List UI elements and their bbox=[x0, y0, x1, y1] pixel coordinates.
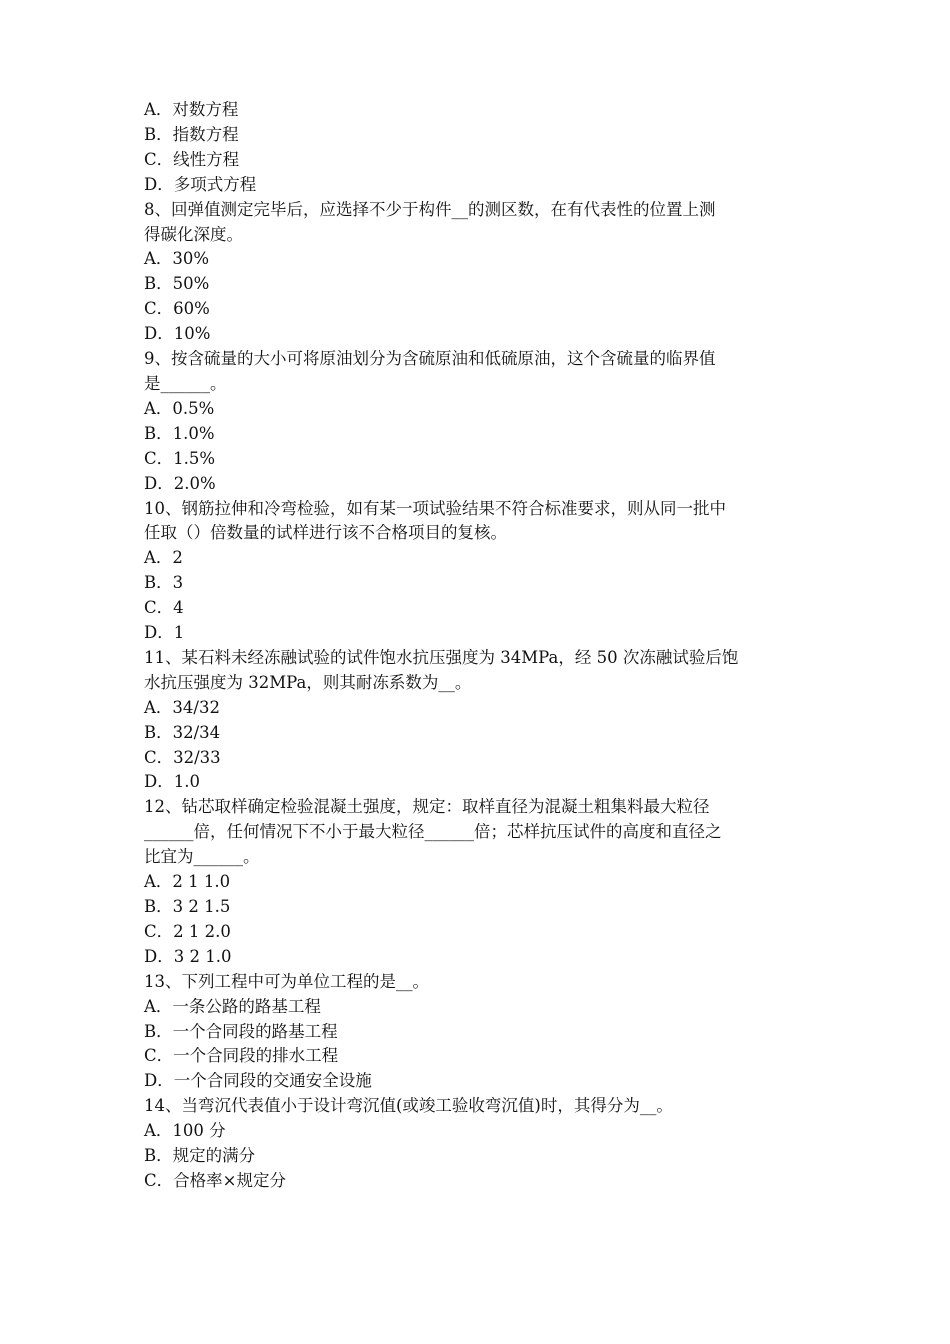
option-line: D．1 bbox=[144, 623, 185, 643]
option-line: D．10% bbox=[144, 324, 211, 344]
option-line: C．一个合同段的排水工程 bbox=[144, 1046, 339, 1066]
option-line: B．规定的满分 bbox=[144, 1146, 256, 1166]
question-8-line-2: 得碳化深度。 bbox=[144, 224, 243, 244]
option-line: A．34/32 bbox=[144, 697, 220, 717]
question-14-line-1: 14、当弯沉代表值小于设计弯沉值(或竣工验收弯沉值)时，其得分为__。 bbox=[144, 1096, 673, 1116]
option-line: B．一个合同段的路基工程 bbox=[144, 1021, 338, 1041]
option-line: A．100 分 bbox=[144, 1121, 226, 1141]
option-line: A．一条公路的路基工程 bbox=[144, 996, 321, 1016]
question-10-line-2: 任取（）倍数量的试样进行该不合格项目的复核。 bbox=[144, 523, 507, 543]
option-line: C．60% bbox=[144, 299, 210, 319]
option-line: A．30% bbox=[144, 249, 210, 269]
question-12-line-2: ______倍，任何情况下不小于最大粒径______倍；芯样抗压试件的高度和直径之 bbox=[144, 822, 722, 842]
option-line: B．指数方程 bbox=[144, 124, 239, 144]
question-text bbox=[144, 98, 812, 1194]
option-line: B．32/34 bbox=[144, 722, 221, 742]
question-11-line-1: 11、某石料未经冻融试验的试件饱水抗压强度为 34MPa，经 50 次冻融试验后饱 bbox=[144, 647, 739, 667]
option-line: A．2 1 1.0 bbox=[144, 872, 231, 892]
option-line: B．3 2 1.5 bbox=[144, 897, 231, 916]
question-9-line-1: 9、按含硫量的大小可将原油划分为含硫原油和低硫原油，这个含硫量的临界值 bbox=[144, 349, 716, 369]
option-line: D．3 2 1.0 bbox=[144, 946, 232, 966]
option-line: B．1.0% bbox=[144, 423, 215, 443]
option-line: D．1.0 bbox=[144, 772, 200, 792]
option-line: A．2 bbox=[144, 548, 183, 568]
question-12-line-3: 比宜为______。 bbox=[144, 847, 260, 867]
question-13-line-1: 13、下列工程中可为单位工程的是__。 bbox=[144, 971, 429, 991]
option-line: A．0.5% bbox=[144, 398, 215, 418]
question-12-line-1: 12、钻芯取样确定检验混凝土强度，规定：取样直径为混凝土粗集料最大粒径 bbox=[144, 797, 710, 817]
question-10-line-1: 10、钢筋拉伸和冷弯检验，如有某一项试验结果不符合标准要求，则从同一批中 bbox=[144, 498, 726, 518]
question-9-line-2: 是______。 bbox=[144, 373, 227, 393]
option-line: B．50% bbox=[144, 274, 210, 294]
option-line: C．4 bbox=[144, 598, 184, 618]
option-line: D．一个合同段的交通安全设施 bbox=[144, 1071, 372, 1091]
question-11-line-2: 水抗压强度为 32MPa，则其耐冻系数为__。 bbox=[144, 672, 472, 692]
option-line: D．多项式方程 bbox=[144, 174, 257, 194]
option-line: C．合格率×规定分 bbox=[144, 1170, 286, 1190]
option-line: D．2.0% bbox=[144, 473, 216, 493]
option-line: C．线性方程 bbox=[144, 149, 240, 169]
option-line: C．2 1 2.0 bbox=[144, 921, 231, 941]
question-8-line-1: 8、回弹值测定完毕后，应选择不少于构件__的测区数，在有代表性的位置上测 bbox=[144, 199, 716, 219]
option-line: C．32/33 bbox=[144, 747, 221, 767]
option-line: C．1.5% bbox=[144, 448, 216, 468]
option-line: A．对数方程 bbox=[144, 100, 239, 119]
option-line: B．3 bbox=[144, 573, 184, 593]
